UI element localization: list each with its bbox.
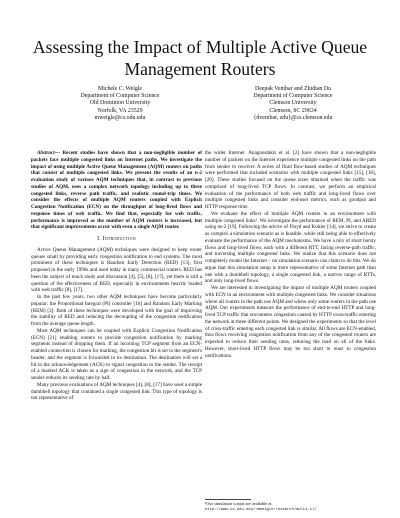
paper-title: Assessing the Impact of Multiple Active Queue Management Routers <box>32 37 368 79</box>
left-column <box>31 150 202 402</box>
paragraph: We are interested in investigating the impact of multiple AQM routers coupled with ECN in an environment with multiple congested links. We consider situations where all routers in the path use AQM and where only some routers in the path use AQM. Our experiments measure the performance of end-to-end HTTP and long-lived TCP traffic that encounters congestion caused by HTTP cross-traffic entering the network at three different points. We designed the experiments so that the level of cross-traffic entering each congested link is similar. All flows are ECN-enabled, thus flows receiving congestion notification from any of the congested routers are expected to reduce their sending rates, reducing the load on all of the links. However, short-lived HTTP flows may be too short to react to congestion notifications. <box>205 285 376 359</box>
abstract-label: Abstract <box>37 150 55 156</box>
author-block-2 <box>218 86 368 122</box>
author-institution: Clemson University <box>269 100 317 107</box>
author-name: Michele C. Weigle <box>97 86 143 92</box>
author-department: Department of Computer Science <box>80 93 160 100</box>
paragraph: the wider Internet. Anagnostakis et al. [2] have shown that a non-negligible number of packets on the Internet experience multiple congested links on the path from sender to receiver. A series of fluid flow-based studies of AQM techniques were performed that included scenarios with multiple congested links [15], [18], [20]. These studies focused on the queue sizes obtained when the traffic was comprised of long-lived TCP flows. In contrast, we perform an empirical evaluation of the performance of both web traffic and long-lived flows over multiple congested links and consider end-user metrics, such as goodput and HTTP response time. <box>205 150 376 210</box>
right-column <box>205 150 376 359</box>
footnote-text: ¹Our simulation scripts are available at <box>205 501 272 506</box>
paragraph: Most AQM techniques can be coupled with Explicit Congestion Notification (ECN) [21] enabling routers to provide congestion notification by marking segments instead of dropping them. If an incoming TCP segment from an ECN-enabled connection is chosen for marking, the congestion bit is set in the segment's header, and the segment is forwarded to its destination. The destination will set a bit in the acknowledgement (ACK) to signal congestion to the sender. The receipt of a marked ACK is taken as a sign of congestion in the network, and the TCP sender reduces its sending rate by half. <box>31 327 202 381</box>
paragraph: Active Queue Management (AQM) techniques were designed to keep router queues small by providing early congestion notification to end systems. The most prominent of these techniques is Random Early Detection (RED) [13], first proposed in the early 1990s and used today in many commercial routers. RED has been the subject of much study and discussion [4], [5], [8], [17], yet there is still a question of the effectiveness of RED, especially in environments heavily loaded with web traffic [8], [17]. <box>31 246 202 294</box>
footnote-divider <box>205 499 251 500</box>
author-address: Clemson, SC 29634 <box>269 107 317 114</box>
section-heading-introduction: I. Introduction <box>97 236 136 242</box>
author-address: Norfolk, VA 23529 <box>97 107 143 114</box>
author-email: mweigle@cs.odu.edu <box>94 114 146 121</box>
author-institution: Old Dominion University <box>89 100 151 107</box>
paragraph: We evaluate the effect of multiple AQM routers in an environment with multiple congested links¹. We investigate the performance of REM, PI, and ARED using ns-2 [19]. Following the advice of Floyd and Kohler [14], we strive to create as complex a simulation scenario as is feasible, while still being able to effectively evaluate the performance of the AQM mechanisms. We have a mix of short bursty flows and long-lived flows, each with a different RTT, facing reverse-path traffic, and traversing multiple congested links. We realize that this scenario does not completely model the Internet – no simulation scenario can claim to do this. We do argue that this simulation setup is more representative of some Internet path than one with a dumbbell topology, a single congested link, a narrow range of RTTs, and only long-lived flows. <box>205 210 376 285</box>
paragraph: Many previous evaluations of AQM techniques [4], [8], [17] have used a simple dumbbell topology that contained a single congested link. This type of topology is not representative of <box>31 381 202 402</box>
author-block-1 <box>45 86 195 122</box>
author-department: Department of Computer Science <box>253 93 333 100</box>
paragraph: In the past few years, two other AQM techniques have become particularly popular: the Proportional Integral (PI) controller [16] and Random Early Marking (REM) [3]. Both of these techniques were developed with the goal of improving the stability of RED and reducing the decoupling of the congestion notification from the average queue length. <box>31 294 202 327</box>
abstract-text: — Recent studies have shown that a non-negligible number of packets face multiple congested links on Internet paths. We investigate the impact of using multiple Active Queue Management (AQM) routers on paths that consist of multiple congested links. We present the results of an n-2 evaluation study of various AQM techniques that, in contrast to previous studies of AQM, uses a complex network topology including up to three congested links, reverse path traffic, and realistic round-trip times. We consider the effects of multiple AQM routers coupled with Explicit Congestion Notification (ECN) on the throughput of long-lived flows and response times of web traffic. We find that, especially for web traffic, performance is improved as the number of AQM routers is increased, but that significant improvements occur with even a single AQM router. <box>31 150 202 231</box>
author-email: {dvembar, zdu}@cs.clemson.edu <box>253 114 333 121</box>
footnote-url[interactable]: http://www.cs.odu.edu/~mweigle/research/multi-cl/ <box>205 508 317 513</box>
author-name: Deepak Vembar and Zhidian Du <box>254 86 332 92</box>
abstract <box>31 150 202 231</box>
footnote <box>205 501 376 514</box>
